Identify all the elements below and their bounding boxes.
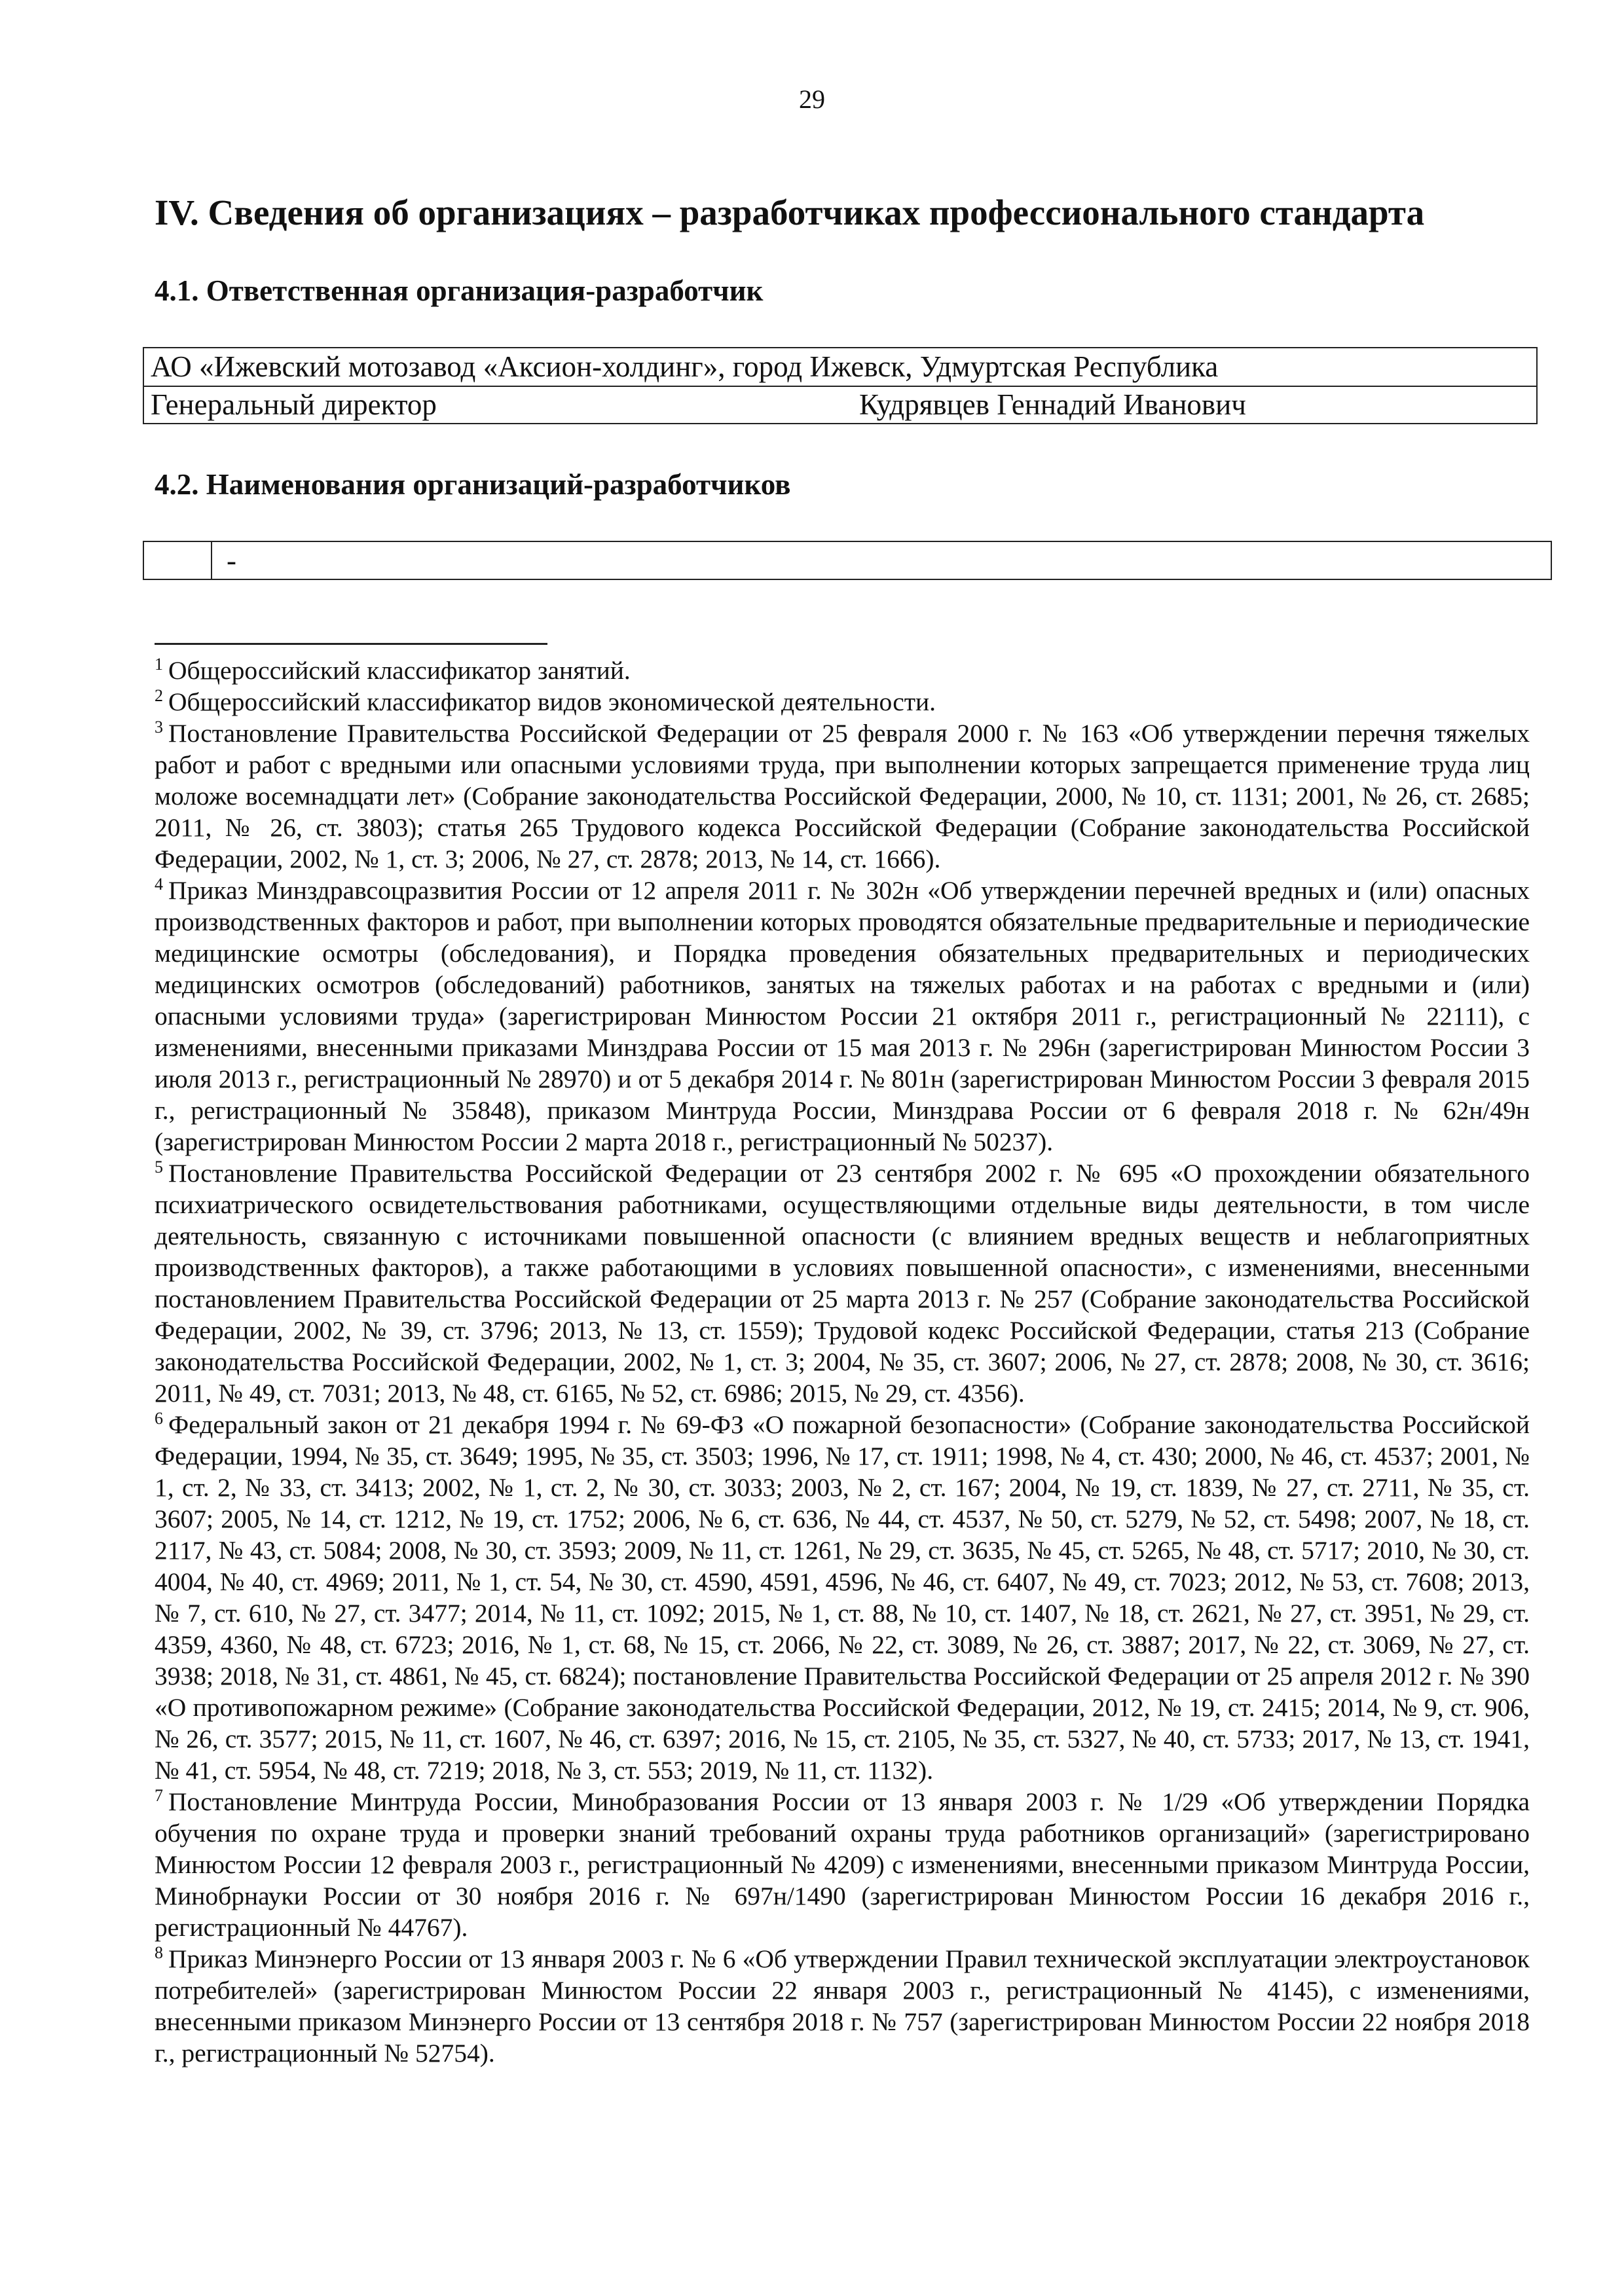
footnote-8 bbox=[155, 1943, 1530, 2069]
footnote-3 bbox=[155, 718, 1530, 875]
footnote-marker: 3 bbox=[155, 718, 163, 737]
footnote-marker: 1 bbox=[155, 655, 163, 674]
footnote-text: Постановление Минтруда России, Минобразования России от 13 января 2003 г. № 1/29 «Об утверждении Порядка обучения по охране труда и проверки знаний требований охраны труда работников организаций» (зарегистрировано Минюстом России 12 февраля 2003 г., регистрационный № 4209) с изменениями, внесенными приказом Минтруда России, Минобрнауки России от 30 ноября 2016 г. № 697н/1490 (зарегистрирован Минюстом России 16 декабря 2016 г., регистрационный № 44767). bbox=[155, 1787, 1530, 1942]
footnote-marker: 5 bbox=[155, 1157, 163, 1176]
footnote-marker: 6 bbox=[155, 1409, 163, 1428]
org-name-row bbox=[144, 348, 1536, 387]
org-name: АО «Ижевский мотозавод «Аксион-холдинг», город Ижевск, Удмуртская Республика bbox=[151, 350, 1219, 383]
footnote-1 bbox=[155, 655, 1530, 686]
responsible-org-table bbox=[143, 347, 1538, 424]
section-title: IV. Сведения об организациях – разработчиках профессионального стандарта bbox=[155, 192, 1425, 232]
footnote-marker: 4 bbox=[155, 875, 163, 894]
footnote-6 bbox=[155, 1409, 1530, 1786]
footnote-text: Постановление Правительства Российской Федерации от 23 сентября 2002 г. № 695 «О прохождении обязательного психиатрического освидетельствования работниками, осуществляющими отдельные виды деятельности, в том числе деятельность, связанную с источниками повышенной опасности (с влиянием вредных веществ и неблагоприятных производственных факторов), а также работающими в условиях повышенной опасности», с изменениями, внесенными постановлением Правительства Российской Федерации от 25 марта 2013 г. № 257 (Собрание законодательства Российской Федерации, 2002, № 39, ст. 3796; 2013, № 13, ст. 1559); Трудовой кодекс Российской Федерации, статья 213 (Собрание законодательства Российской Федерации, 2002, № 1, ст. 3; 2004, № 35, ст. 3607; 2006, № 27, ст. 2878; 2008, № 30, ст. 3616; 2011, № 49, ст. 7031; 2013, № 48, ст. 6165, № 52, ст. 6986; 2015, № 29, ст. 4356). bbox=[155, 1159, 1530, 1408]
footnote-2 bbox=[155, 686, 1530, 718]
developer-orgs-table bbox=[143, 541, 1552, 580]
head-name: Кудрявцев Геннадий Иванович bbox=[859, 388, 1246, 421]
footnote-4 bbox=[155, 875, 1530, 1157]
footnote-text: Общероссийский классификатор видов экономической деятельности. bbox=[168, 687, 936, 716]
footnote-marker: 8 bbox=[155, 1943, 163, 1962]
footnote-text: Федеральный закон от 21 декабря 1994 г. № 69-ФЗ «О пожарной безопасности» (Собрание законодательства Российской Федерации, 1994, № 35, ст. 3649; 1995, № 35, ст. 3503; 1996, № 17, ст. 1911; 1998, № 4, ст. 430; 2000, № 46, ст. 4537; 2001, № 1, ст. 2, № 33, ст. 3413; 2002, № 1, ст. 2, № 30, ст. 3033; 2003, № 2, ст. 167; 2004, № 19, ст. 1839, № 27, ст. 2711, № 35, ст. 3607; 2005, № 14, ст. 1212, № 19, ст. 1752; 2006, № 6, ст. 636, № 44, ст. 4537, № 50, ст. 5279, № 52, ст. 5498; 2007, № 18, ст. 2117, № 43, ст. 5084; 2008, № 30, ст. 3593; 2009, № 11, ст. 1261, № 29, ст. 3635, № 45, ст. 5265, № 48, ст. 5717; 2010, № 30, ст. 4004, № 40, ст. 4969; 2011, № 1, ст. 54, № 30, ст. 4590, 4591, 4596, № 46, ст. 6407, № 49, ст. 7023; 2012, № 53, ст. 7608; 2013, № 7, ст. 610, № 27, ст. 3477; 2014, № 11, ст. 1092; 2015, № 1, ст. 88, № 10, ст. 1407, № 18, ст. 2621, № 27, ст. 3951, № 29, ст. 4359, 4360, № 48, ст. 6723; 2016, № 1, ст. 68, № 15, ст. 2066, № 22, ст. 3089, № 26, ст. 3887; 2017, № 22, ст. 3069, № 27, ст. 3938; 2018, № 31, ст. 4861, № 45, ст. 6824); постановление Правительства Российской Федерации от 25 апреля 2012 г. № 390 «О противопожарном режиме» (Собрание законодательства Российской Федерации, 2012, № 19, ст. 2415; 2014, № 9, ст. 906, № 26, ст. 3577; 2015, № 11, ст. 1607, № 46, ст. 6397; 2016, № 15, ст. 2105, № 35, ст. 5327, № 40, ст. 5733; 2017, № 13, ст. 1941, № 41, ст. 5954, № 48, ст. 7219; 2018, № 3, ст. 553; 2019, № 11, ст. 1132). bbox=[155, 1410, 1530, 1785]
page-number: 29 bbox=[799, 84, 825, 114]
responsible-org-heading: 4.1. Ответственная организация-разработчик bbox=[155, 274, 764, 307]
footnote-5 bbox=[155, 1157, 1530, 1409]
footnote-text: Приказ Минздравсоцразвития России от 12 апреля 2011 г. № 302н «Об утверждении перечней вредных и (или) опасных производственных факторов и работ, при выполнении которых проводятся обязательные предварительные и периодические медицинские осмотры (обследования), и Порядка проведения обязательных предварительных и периодических медицинских осмотров (обследований) работников, занятых на тяжелых работах и на работах с вредными и (или) опасными условиями труда» (зарегистрирован Минюстом России 21 октября 2011 г., регистрационный № 22111), с изменениями, внесенными приказами Минздрава России от 15 мая 2013 г. № 296н (зарегистрирован Минюстом России 3 июля 2013 г., регистрационный № 28970) и от 5 декабря 2014 г. № 801н (зарегистрирован Минюстом России 3 февраля 2015 г., регистрационный № 35848), приказом Минтруда России, Минздрава России от 6 февраля 2018 г. № 62н/49н (зарегистрирован Минюстом России 2 марта 2018 г., регистрационный № 50237). bbox=[155, 876, 1530, 1156]
developer-number-cell bbox=[144, 542, 212, 579]
footnote-text: Постановление Правительства Российской Федерации от 25 февраля 2000 г. № 163 «Об утверждении перечня тяжелых работ и работ с вредными или опасными условиями труда, при выполнении которых запрещается применение труда лиц моложе восемнадцати лет» (Собрание законодательства Российской Федерации, 2000, № 10, ст. 1131; 2001, № 26, ст. 2685; 2011, № 26, ст. 3803); статья 265 Трудового кодекса Российской Федерации (Собрание законодательства Российской Федерации, 2002, № 1, ст. 3; 2006, № 27, ст. 2878; 2013, № 14, ст. 1666). bbox=[155, 719, 1530, 873]
footnote-marker: 2 bbox=[155, 686, 163, 705]
footnote-text: Общероссийский классификатор занятий. bbox=[168, 656, 631, 685]
footnotes bbox=[155, 655, 1530, 2069]
footnote-marker: 7 bbox=[155, 1786, 163, 1805]
developer-orgs-heading: 4.2. Наименования организаций-разработчиков bbox=[155, 468, 791, 501]
org-head-row bbox=[144, 386, 1536, 424]
footnote-separator bbox=[155, 643, 547, 645]
head-position: Генеральный директор bbox=[151, 388, 437, 421]
developer-name-cell: - bbox=[227, 544, 236, 577]
footnote-text: Приказ Минэнерго России от 13 января 2003 г. № 6 «Об утверждении Правил технической эксплуатации электроустановок потребителей» (зарегистрирован Минюстом России 22 января 2003 г., регистрационный № 4145), с изменениями, внесенными приказом Минэнерго России от 13 сентября 2018 г. № 757 (зарегистрирован Минюстом России 22 ноября 2018 г., регистрационный № 52754). bbox=[155, 1944, 1530, 2068]
footnote-7 bbox=[155, 1786, 1530, 1943]
